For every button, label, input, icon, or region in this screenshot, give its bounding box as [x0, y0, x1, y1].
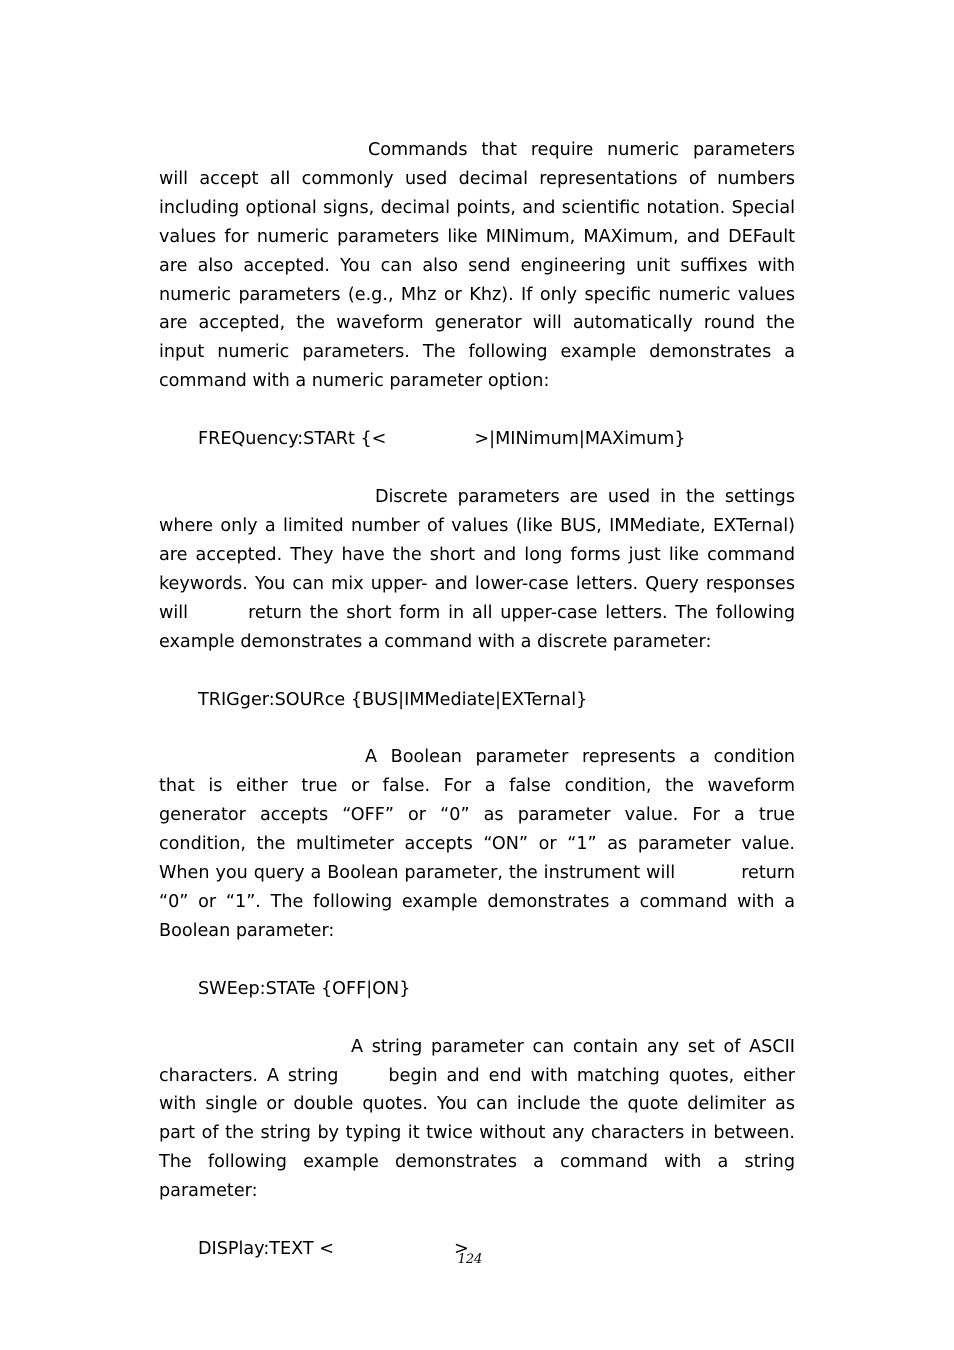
spacer [159, 1004, 795, 1033]
boolean-parameters-paragraph [159, 743, 795, 945]
numeric-parameters-paragraph [159, 136, 795, 396]
string-text-after: begin and end with matching quotes, either with single or double quotes. You can include the quote delimiter as part of the string by typing it twice without any characters in between. The following example demonstrates a command with a string parameter: [159, 1065, 796, 1202]
discrete-parameters-paragraph [159, 483, 795, 656]
discrete-text-before: Discrete parameters are used in the settings where only a limited number of values (like BUS, IMMediate, EXTernal) are accepted. They have the short and long forms just like command keywords. You can mix upper- and lower-case letters. Query responses will [159, 487, 795, 623]
spacer [159, 1206, 795, 1235]
spacer [159, 946, 795, 975]
spacer [159, 657, 795, 686]
string-code-start: DISPlay:TEXT < [198, 1239, 334, 1260]
spacer [159, 714, 795, 743]
boolean-code-example [159, 975, 795, 1004]
discrete-code-example [159, 686, 795, 715]
document-page [159, 136, 795, 1264]
numeric-code-example [159, 425, 795, 454]
spacer [159, 454, 795, 483]
discrete-code: TRIGger:SOURce {BUS|IMMediate|EXTernal} [198, 689, 588, 710]
string-text-before: A string parameter can contain any set of ASCII characters. A string [159, 1036, 795, 1086]
string-code-end: > [453, 1239, 469, 1260]
discrete-text-after: return the short form in all upper-case letters. The following example demonstrates a command with a discrete parameter: [159, 602, 795, 652]
boolean-code: SWEep:STATe {OFF|ON} [198, 978, 411, 999]
boolean-text-before: A Boolean parameter represents a condition that is either true or false. For a false condition, the waveform generator accepts “OFF” or “0” as parameter value. For a true condition, the multimeter accepts “ON” or “1” as parameter value. When you query a Boolean parameter, the instrument will [159, 747, 795, 884]
string-parameters-paragraph [159, 1033, 795, 1206]
spacer [159, 396, 795, 425]
numeric-code-end: >|MINimum|MAXimum} [474, 429, 686, 450]
numeric-code-start: FREQuency:STARt {< [198, 429, 387, 450]
boolean-text-after: return “0” or “1”. The following example demonstrates a command with a Boolean parameter: [159, 863, 795, 941]
numeric-parameters-text: Commands that require numeric parameters will accept all commonly used decimal representations of numbers including optional signs, decimal points, and scientific notation. Special values for numeric parameters like MINimum, MAXimum, and DEFault are also accepted. You can also send engineering unit suffixes with numeric parameters (e.g., Mhz or Khz). If only specific numeric values are accepted, the waveform generator will automatically round the input numeric parameters. The following example demonstrates a command with a numeric parameter option: [159, 140, 795, 392]
page-number: 124 [457, 1252, 483, 1267]
